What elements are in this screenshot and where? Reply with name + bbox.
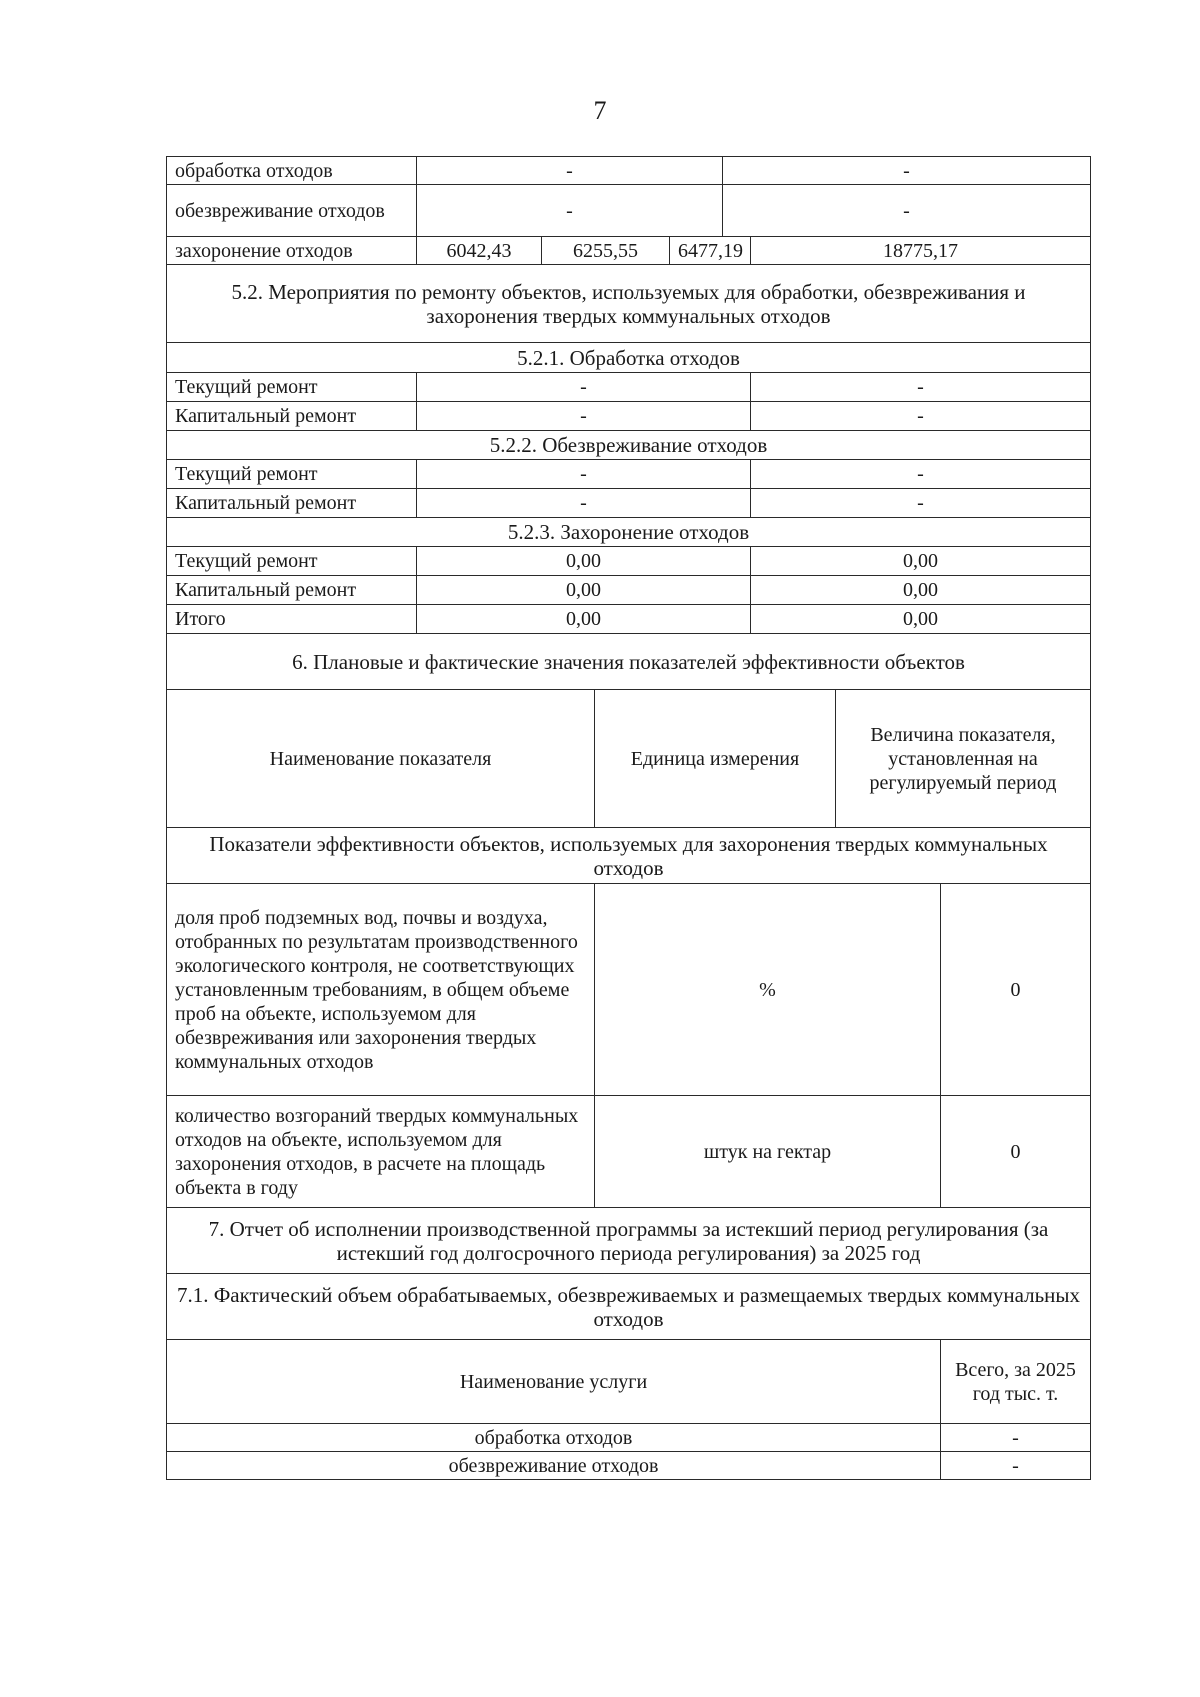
subsection-title: 5.2.2. Обезвреживание отходов	[167, 431, 1091, 460]
indicator-unit: %	[595, 884, 941, 1096]
total-cell: -	[941, 1452, 1091, 1480]
total-cell: -	[723, 185, 1091, 237]
year-2-value: 6255,55	[542, 237, 670, 265]
indicator-unit: штук на гектар	[595, 1096, 941, 1208]
document-table	[166, 156, 1091, 1480]
repair-type: Текущий ремонт	[167, 547, 417, 576]
total-cell: 18775,17	[751, 237, 1091, 265]
unit-header: Единица измерения	[595, 690, 836, 828]
service-name: обезвреживание отходов	[167, 1452, 941, 1480]
indicator-name: количество возгораний твердых коммунальных отходов на объекте, используемом для захоронения отходов, в расчете на площадь объекта в году	[167, 1096, 595, 1208]
table-row	[167, 547, 1091, 576]
table-row	[167, 157, 1091, 185]
table-row	[167, 489, 1091, 518]
section-7-title: 7. Отчет об исполнении производственной программы за истекший период регулирования (за истекший год долгосрочного периода регулирования) за 2025 год	[167, 1208, 1091, 1274]
section-6-title: 6. Плановые и фактические значения показателей эффективности объектов	[167, 634, 1091, 690]
subsection-title-row	[167, 431, 1091, 460]
indicator-name-header: Наименование показателя	[167, 690, 595, 828]
repair-type: Капитальный ремонт	[167, 576, 417, 605]
table-row	[167, 460, 1091, 489]
value-cell: -	[417, 185, 723, 237]
repair-type: Капитальный ремонт	[167, 402, 417, 431]
value-cell: -	[417, 402, 751, 431]
table-row	[167, 402, 1091, 431]
indicator-group-title: Показатели эффективности объектов, используемых для захоронения твердых коммунальных отходов	[167, 828, 1091, 884]
table-row	[167, 373, 1091, 402]
service-name-header: Наименование услуги	[167, 1340, 941, 1424]
value-cell: 0,00	[417, 605, 751, 634]
value-cell: -	[751, 460, 1091, 489]
section-7-1-title: 7.1. Фактический объем обрабатываемых, обезвреживаемых и размещаемых твердых коммунальных отходов	[167, 1274, 1091, 1340]
value-cell: -	[751, 373, 1091, 402]
total-cell: -	[723, 157, 1091, 185]
section-title-row	[167, 1274, 1091, 1340]
indicator-name: доля проб подземных вод, почвы и воздуха, отобранных по результатам производственного экологического контроля, не соответствующих установленным требованиям, в общем объеме проб на объекте, используемом для обезвреживания или захоронения твердых коммунальных отходов	[167, 884, 595, 1096]
value-cell: 0,00	[751, 547, 1091, 576]
value-cell: -	[417, 489, 751, 518]
value-cell: -	[417, 157, 723, 185]
value-cell: -	[417, 460, 751, 489]
table-row	[167, 1452, 1091, 1480]
table-row	[167, 884, 1091, 1096]
value-cell: 0,00	[417, 547, 751, 576]
section-title-row	[167, 1208, 1091, 1274]
value-cell: 0,00	[751, 576, 1091, 605]
value-cell: -	[751, 402, 1091, 431]
repair-type: Итого	[167, 605, 417, 634]
indicator-value-header: Величина показателя, установленная на регулируемый период	[836, 690, 1091, 828]
total-cell: -	[941, 1424, 1091, 1452]
table-row	[167, 185, 1091, 237]
header-row	[167, 690, 1091, 828]
page-number: 7	[593, 96, 607, 125]
group-title-row	[167, 828, 1091, 884]
year-1-value: 6042,43	[417, 237, 542, 265]
section-title-row	[167, 265, 1091, 343]
repair-type: Капитальный ремонт	[167, 489, 417, 518]
subsection-title: 5.2.1. Обработка отходов	[167, 343, 1091, 373]
header-row	[167, 1340, 1091, 1424]
total-2025-header: Всего, за 2025 год тыс. т.	[941, 1340, 1091, 1424]
section-title-row	[167, 634, 1091, 690]
table-row	[167, 576, 1091, 605]
indicator-value: 0	[941, 1096, 1091, 1208]
value-cell: 0,00	[751, 605, 1091, 634]
service-name: обработка отходов	[167, 157, 417, 185]
table-row	[167, 1424, 1091, 1452]
repair-type: Текущий ремонт	[167, 460, 417, 489]
service-name: захоронение отходов	[167, 237, 417, 265]
table-row	[167, 605, 1091, 634]
service-name: обработка отходов	[167, 1424, 941, 1452]
repair-type: Текущий ремонт	[167, 373, 417, 402]
service-name: обезвреживание отходов	[167, 185, 417, 237]
subsection-title-row	[167, 518, 1091, 547]
table-row	[167, 237, 1091, 265]
section-5-2-title: 5.2. Мероприятия по ремонту объектов, используемых для обработки, обезвреживания и захоронения твердых коммунальных отходов	[167, 265, 1091, 343]
subsection-title-row	[167, 343, 1091, 373]
table-row	[167, 1096, 1091, 1208]
indicator-value: 0	[941, 884, 1091, 1096]
value-cell: -	[751, 489, 1091, 518]
year-3-value: 6477,19	[670, 237, 751, 265]
value-cell: -	[417, 373, 751, 402]
value-cell: 0,00	[417, 576, 751, 605]
subsection-title: 5.2.3. Захоронение отходов	[167, 518, 1091, 547]
